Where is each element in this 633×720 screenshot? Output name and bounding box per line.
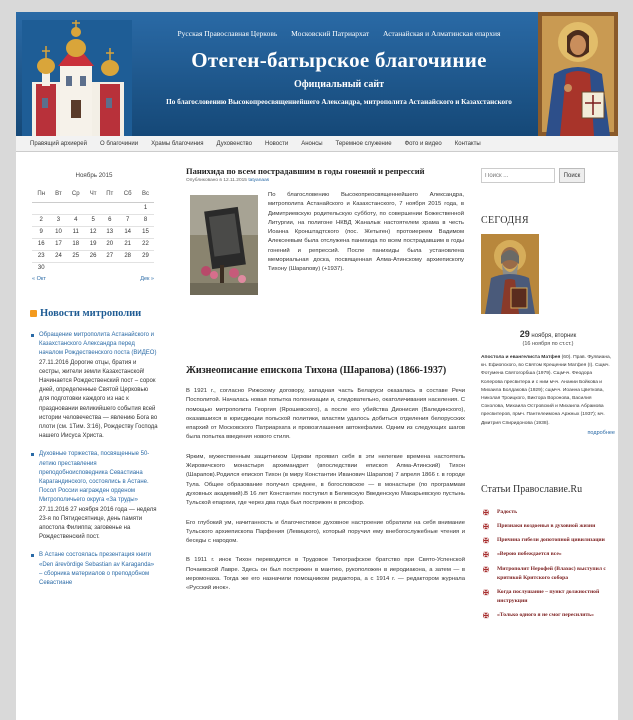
nav-item-bishop[interactable]: Правящий архиерей	[30, 140, 87, 147]
article-item[interactable]	[481, 565, 615, 583]
calendar-day[interactable]: 16	[32, 238, 50, 250]
calendar-day	[67, 262, 85, 274]
right-sidebar	[481, 168, 615, 626]
nav-item-contacts[interactable]: Контакты	[454, 140, 481, 147]
main-content	[186, 166, 465, 594]
saint-icon[interactable]	[481, 234, 539, 314]
news-item-link[interactable]: Духовные торжества, посвященные 50-летию преставления преподобноисповедника Севастиана Карагандинского, состоялись в Астане. Посол России награжден орденом Митрополичьего округа «За труды»	[39, 451, 150, 504]
calendar-day[interactable]: 7	[118, 214, 137, 226]
calendar-day[interactable]: 25	[67, 250, 85, 262]
article-link[interactable]: Признаки воздоенья в духовной жизни	[497, 523, 596, 530]
calendar-day[interactable]: 4	[67, 214, 85, 226]
christ-icon	[538, 12, 618, 136]
saint-main: Апостола и евангелиста Матфея	[481, 355, 561, 360]
news-item	[30, 551, 158, 588]
header-top-links	[134, 29, 544, 38]
article-item[interactable]	[481, 508, 615, 517]
rss-icon[interactable]	[30, 310, 37, 317]
calendar-day[interactable]: 6	[101, 214, 118, 226]
calendar-week	[32, 262, 154, 274]
calendar-weekday: Чт	[89, 191, 97, 198]
nav-item-news[interactable]: Новости	[265, 140, 289, 147]
header-blessing: По благословению Высокопреосвященнейшего Александра, митрополита Астанайского и Казахстанского	[166, 98, 512, 106]
calendar-day[interactable]: 30	[32, 262, 50, 274]
post-intro	[186, 191, 465, 351]
calendar-day[interactable]: 2	[32, 214, 50, 226]
article-link[interactable]: Митрополит Нерофей (Влахос) выступил с критикой Критского собора	[497, 565, 606, 581]
calendar-title: Ноябрь 2015	[75, 172, 113, 179]
calendar-nav	[32, 276, 154, 282]
today-title: СЕГОДНЯ	[481, 215, 529, 226]
news-item	[30, 331, 158, 441]
calendar-weekday: Пт	[106, 191, 114, 198]
calendar-day[interactable]: 10	[50, 226, 66, 238]
post-meta	[186, 178, 465, 183]
post-intro-text: По благословению Высокопреосвященнейшего Александра, митрополита Астанайского и Казахстанского, 7 ноября 2015 года, в Димитриевскую родительскую субботу, по совершении Божественной Литургии, на полигоне НКВД Жаналык настоятелем храма в честь Иоанна Кронштадтского (пос. Жетыген) протоиереем Вадимом Алексеевым была отслужена панихида по всем пострадавшим в годы гонений и репрессий. После панихиды была установлена мемориальная доска, посвященная Алма-Атинскому архиепископу Тихону (Шарапову) (+1937).	[268, 192, 464, 273]
site-header	[16, 12, 618, 136]
today-date	[481, 329, 615, 339]
calendar-day[interactable]: 13	[101, 226, 118, 238]
church-image	[22, 20, 132, 136]
post-author[interactable]: tatyanaas	[248, 178, 270, 183]
calendar-week	[32, 250, 154, 262]
header-link-eparchy[interactable]: Астанайская и Алматинская епархия	[383, 29, 501, 38]
calendar-week	[32, 226, 154, 238]
calendar-day[interactable]: 27	[101, 250, 118, 262]
saints-rest: (60). Прав. Фулвиана, кн. Ефиопского, во Святом Крещении Матфея (I). Сщмч. Фотумена Святогорбша (1979). Сщмчч. Феодора Колерова пресвитера и с ним мчч. Анании Бойкова и Михаила Болдакова (1929); сщмчч. Иоанна Цветкова, Николая Троицкого, Виктора Воронова, Василия Соколова, Михаила Островский и Михаила Абрамова пресвитеров, прмч. Пантелеимона Аржных (1937); мч. Дмитрия Спиридонова (1938).	[481, 355, 612, 426]
calendar-day	[101, 262, 118, 274]
post-paragraph: Его глубокий ум, начитанность и благочестивое духовное настроение обратили на себя внимание Тульского архиепископа Парфения (Левицкого), который поручил ему внебогослужебные чтения и беседы с народом.	[186, 519, 465, 545]
news-item-excerpt: Дорогие отцы, братия и сестры, жители земли Казахстанской! Начинается Рождественский пост – сорок дней, определенные Святой Церковью для подготовки каждого из нас к праздновании великийшего события всей истории человечества — явлению Бога во плоти (см. 1Тим. 3:16), Рождеству Господа нашего Иисуса Христа.	[39, 359, 158, 440]
old-style-date: (16 ноября по ст.ст.)	[522, 341, 574, 347]
more-link[interactable]: подробнее	[587, 429, 615, 436]
nav-item-prison-ministry[interactable]: Теремное служение	[335, 140, 392, 147]
news-item-link[interactable]: Обращение митрополита Астанайского и Казахстанского Александра перед началом Рождественского поста (ВИДЕО)	[39, 332, 157, 357]
calendar-day[interactable]: 22	[137, 238, 154, 250]
post-meta-prefix: Опубликовано в	[186, 178, 222, 183]
calendar-day	[85, 262, 101, 274]
calendar-day[interactable]: 29	[137, 250, 154, 262]
article-item[interactable]	[481, 536, 615, 545]
post-paragraph: Ярким, мужественным защитником Церкви проявил себя в эти нелегкие времена настоятель Жировичского монастыря архимандрит (впоследствии епископ Алма-Атинский) Тихон (Шарапов).Родился епископ Тихон (в миру Константин Иванович Шарапов) 7 апреля 1866 г. в городе Тула. Общее образование получил среднее, в богословское — в монастыре (по программам духовных академий).В 16 лет Константин поступил в Белевскую Введенскую Макарьевскую пустынь Тульской епархии, где через два года был пострижен в рясофор.	[186, 453, 465, 507]
calendar-weekday: Ср	[71, 191, 80, 198]
post-paragraph: В 1921 г., согласно Рижскому договору, западная часть Беларуси оказалась в составе Речи Посполитой. Началась новая попытка полонизации и, следовательно, окатоличивания населения. С помощью митрополита Георгия (Ярошевского), а после его убийства Дионисия (Валединского), оказавшихся в юрисдикции польской политики, властям удалось добиться отделения белорусских епархий от Московского Патриархата и провозглашения автокефалии. Одним из следующих шагов была попытка введения нового стиля.	[186, 388, 465, 441]
articles-list	[481, 508, 615, 621]
calendar-day[interactable]: 5	[85, 214, 101, 226]
article-link[interactable]: Причина гибели допотопной цивилизации	[497, 537, 605, 544]
nav-item-media[interactable]: Фото и видео	[404, 140, 442, 147]
calendar-day[interactable]: 18	[67, 238, 85, 250]
post-date[interactable]: 12.11.2015	[223, 178, 247, 183]
news-header	[30, 308, 158, 319]
nav-item-announcements[interactable]: Анонсы	[301, 140, 323, 147]
calendar-day	[50, 202, 66, 214]
cross-icon: ✠	[483, 537, 489, 546]
calendar-day[interactable]: 19	[85, 238, 101, 250]
news-list	[30, 331, 158, 588]
main-nav	[16, 136, 618, 152]
news-title[interactable]: Новости митрополии	[40, 308, 142, 319]
calendar-day[interactable]: 14	[118, 226, 137, 238]
calendar-week	[32, 214, 154, 226]
bio-title: Жизнеописание епископа Тихона (Шарапова) (1866-1937)	[186, 365, 447, 376]
post-title[interactable]: Панихида по всем пострадавшим в годы гонений и репрессий	[186, 166, 425, 176]
header-link-patriarchate[interactable]: Московский Патриархат	[291, 29, 370, 38]
calendar-day[interactable]: 12	[85, 226, 101, 238]
calendar-day	[67, 202, 85, 214]
article-item[interactable]	[481, 611, 615, 620]
calendar-day[interactable]: 9	[32, 226, 50, 238]
cross-icon: ✠	[483, 612, 489, 621]
calendar-day	[50, 262, 66, 274]
header-link-rpc[interactable]: Русская Православная Церковь	[177, 29, 278, 38]
calendar-day	[101, 202, 118, 214]
cross-icon: ✠	[483, 589, 489, 598]
search-form	[481, 168, 615, 183]
calendar-day[interactable]: 20	[101, 238, 118, 250]
calendar-weekday: Вс	[142, 191, 150, 198]
calendar-body	[32, 202, 154, 274]
news-item-date: 27.11.2016	[39, 359, 69, 366]
article-link[interactable]: Когда послушание – пункт должностной инструкции	[497, 589, 600, 605]
left-sidebar	[30, 172, 158, 597]
calendar-week	[32, 202, 154, 214]
calendar-day[interactable]: 3	[50, 214, 66, 226]
news-item	[30, 450, 158, 542]
article-item[interactable]	[481, 550, 615, 559]
page	[16, 12, 618, 720]
calendar-weekday: Сб	[123, 191, 132, 198]
calendar-week	[32, 238, 154, 250]
news-item-date: 27.11.2016	[39, 506, 69, 513]
calendar-day	[137, 262, 154, 274]
nav-item-clergy[interactable]: Духовенство	[216, 140, 252, 147]
calendar-day[interactable]: 8	[137, 214, 154, 226]
cross-icon: ✠	[483, 551, 489, 560]
calendar-day[interactable]: 17	[50, 238, 66, 250]
calendar-day[interactable]: 21	[118, 238, 137, 250]
calendar-day[interactable]: 11	[67, 226, 85, 238]
calendar-prev-link[interactable]: « Окт	[32, 276, 46, 282]
calendar-next-link[interactable]: Дек »	[140, 276, 154, 282]
calendar-day[interactable]: 26	[85, 250, 101, 262]
calendar-weekday: Пн	[37, 191, 46, 198]
news-item-excerpt: 27 ноября 2016 года — неделя 23-я по Пятидесятнице, день памяти апостола Филиппа; заговенье на Рождественский пост.	[39, 506, 157, 541]
calendar-day[interactable]: 15	[137, 226, 154, 238]
memorial-photo[interactable]	[190, 195, 258, 295]
site-subtitle: Официальный сайт	[293, 79, 385, 90]
news-item-link[interactable]: В Астане состоялась презентация книги «Den ärevördige Sebastian av Karaganda» – сборника материалов о преподобном Севастиане	[39, 552, 155, 587]
article-item[interactable]	[481, 522, 615, 531]
saints-list	[481, 354, 615, 428]
calendar-day[interactable]: 28	[118, 250, 137, 262]
calendar	[32, 187, 154, 274]
calendar-day[interactable]: 1	[137, 202, 154, 214]
calendar-weekday: Вт	[55, 191, 62, 198]
site-title[interactable]: Отеген-батырское благочиние	[191, 48, 487, 72]
article-link[interactable]: «Только одного я не смог пересилить»	[497, 612, 594, 619]
calendar-day	[118, 202, 137, 214]
search-input[interactable]	[481, 168, 555, 183]
post-paragraph: В 1911 г. инок Тихон переводится в Трудовое Типографское братство при Свято-Успенской Почаевской Лавре. Здесь он был пострижен в мантию, рукоположен в иеродиакона, а затем — в иеромонаха. Тогда же его назначили помощником редактора, а с 1914 г. — редактором журнала «Русский инок».	[186, 557, 465, 592]
article-link[interactable]: «Верою побеждается все»	[497, 551, 562, 558]
article-link[interactable]: Радость	[497, 508, 518, 515]
calendar-day[interactable]: 24	[50, 250, 66, 262]
calendar-day	[85, 202, 101, 214]
today-day: 29	[519, 329, 530, 339]
calendar-day	[118, 262, 137, 274]
nav-item-churches[interactable]: Храмы благочиния	[151, 140, 204, 147]
nav-item-about[interactable]: О благочинии	[99, 140, 139, 147]
today-month-weekday: ноября, вторник	[531, 333, 577, 339]
cross-icon: ✠	[483, 523, 489, 532]
calendar-day[interactable]: 23	[32, 250, 50, 262]
articles-title: Статьи Православие.Ru	[481, 483, 583, 495]
cross-icon: ✠	[483, 565, 489, 574]
article-item[interactable]	[481, 588, 615, 606]
calendar-day	[32, 202, 50, 214]
cross-icon: ✠	[483, 508, 489, 517]
search-button[interactable]: Поиск	[559, 168, 585, 183]
